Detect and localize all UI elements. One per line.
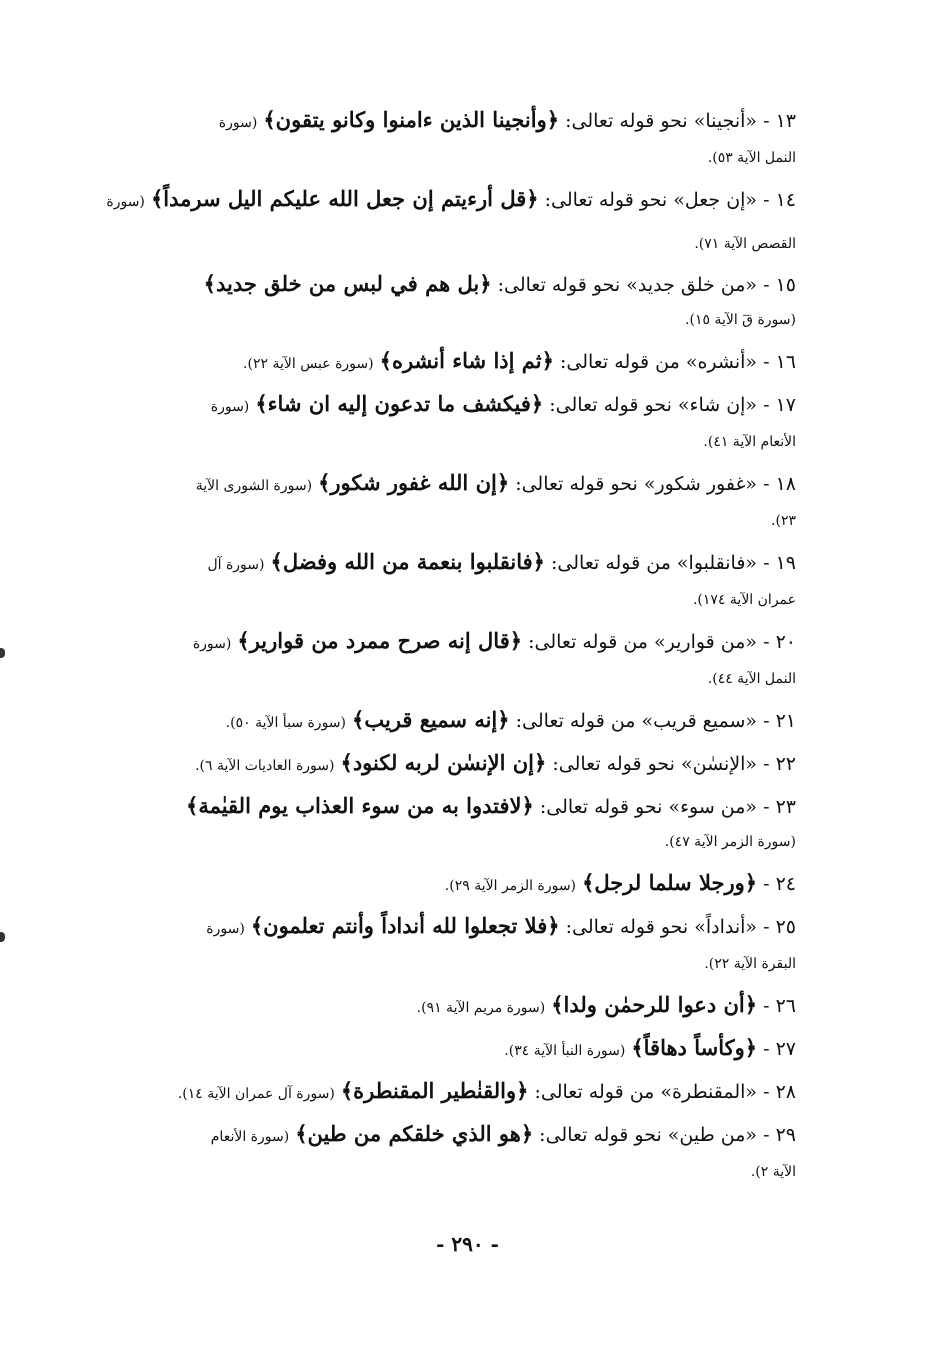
entry-continuation: (سورة قٓ الآية ١٥). [685, 312, 796, 328]
entry-number: ٢٨ [775, 1081, 796, 1103]
entry-item: ١٣ - «أنجينا» نحو قوله تعالى: ﴿وأنجينا الذين ءامنوا وكانو يتقون﴾ (سورة [218, 107, 796, 132]
entry-reference: (سورة الشورى الآية [195, 478, 313, 494]
entry-item: ١٤ - «إن جعل» نحو قوله تعالى: ﴿قل أرءيتم إن جعل الله عليكم اليل سرمداً﴾ (سورة القصص الآية ٧١). [106, 186, 796, 252]
entry-reference: (سورة النبأ الآية ٣٤). [504, 1043, 626, 1059]
entry-reference: (سورة [218, 115, 258, 131]
entry-item: ٢٩ - «من طين» نحو قوله تعالى: ﴿هو الذي خلقكم من طين﴾ (سورة الأنعام [210, 1121, 796, 1146]
entry-reference: (سورة الزمر الآية ٢٩). [444, 878, 577, 894]
entry-label: «من سوء» نحو قوله تعالى: [539, 796, 758, 818]
entry-item: ١٦ - «أنشره» من قوله تعالى: ﴿ثم إذا شاء أنشره﴾ (سورة عبس الآية ٢٢). [243, 348, 796, 373]
entry-number: ١٩ [775, 552, 796, 574]
entry-continuation: (سورة الزمر الآية ٤٧). [664, 834, 796, 850]
entry-verse: ﴿هو الذي خلقكم من طين﴾ [295, 1121, 534, 1146]
entry-verse: ﴿ورجلا سلما لرجل﴾ [582, 870, 758, 895]
entry-number: ١٣ [775, 110, 796, 132]
entry-reference: (سورة [192, 636, 232, 652]
entry-verse: ﴿فانقلبوا بنعمة من الله وفضل﴾ [270, 549, 545, 574]
entry-number: ٢٧ [775, 1038, 796, 1060]
entry-label: «أنداداً» نحو قوله تعالى: [565, 916, 758, 938]
entry-reference: (سورة عبس الآية ٢٢). [243, 356, 374, 372]
scan-edge-mark [0, 932, 5, 942]
entry-verse: ﴿وأنجينا الذين ءامنوا وكانو يتقون﴾ [263, 107, 560, 132]
entry-reference: (سورة القصص الآية ٧١). [106, 194, 796, 252]
entry-number: ٢٥ [775, 916, 796, 938]
entry-continuation: الآية ٢). [750, 1164, 796, 1180]
entry-number: ٢٢ [775, 753, 796, 775]
entry-reference: (سورة سبأ الآية ٥٠). [225, 715, 346, 731]
entry-number: ١٤ [775, 189, 796, 211]
entry-verse: ﴿أن دعوا للرحمٰن ولدا﴾ [551, 992, 758, 1017]
entry-label: «أنشره» من قوله تعالى: [559, 351, 758, 373]
entry-continuation: الأنعام الآية ٤١). [703, 434, 796, 450]
entry-number: ٢٩ [775, 1124, 796, 1146]
entry-item: ٢٨ - «المقنطرة» من قوله تعالى: ﴿والقنٰطير المقنطرة﴾ (سورة آل عمران الآية ١٤). [177, 1078, 796, 1103]
entry-verse: ﴿بل هم في لبس من خلق جديد﴾ [203, 271, 492, 296]
entry-number: ٢٤ [775, 873, 796, 895]
entry-continuation: عمران الآية ١٧٤). [692, 592, 796, 608]
entry-item: ١٩ - «فانقلبوا» من قوله تعالى: ﴿فانقلبوا بنعمة من الله وفضل﴾ (سورة آل [207, 549, 796, 574]
entry-continuation: النمل الآية ٤٤). [707, 671, 796, 687]
entry-verse: ﴿قل أرءيتم إن جعل الله عليكم اليل سرمداً﴾ [150, 186, 539, 211]
scan-edge-mark [0, 648, 5, 658]
entry-number: ٢١ [775, 710, 796, 732]
entry-item: ٢٢ - «الإنسٰن» نحو قوله تعالى: ﴿إن الإنسٰن لربه لكنود﴾ (سورة العاديات الآية ٦). [195, 750, 796, 775]
entry-item: ٢٥ - «أنداداً» نحو قوله تعالى: ﴿فلا تجعلوا لله أنداداً وأنتم تعلمون﴾ (سورة [206, 913, 796, 938]
entry-number: ٢٠ [775, 631, 796, 653]
entry-item: ٢١ - «سميع قريب» من قوله تعالى: ﴿إنه سميع قريب﴾ (سورة سبأ الآية ٥٠). [225, 707, 796, 732]
entry-label: «إن شاء» نحو قوله تعالى: [549, 394, 758, 416]
entry-verse: ﴿فيكشف ما تدعون إليه ان شاء﴾ [255, 391, 544, 416]
entry-label: «من طين» نحو قوله تعالى: [539, 1124, 758, 1146]
entry-item: ١٨ - «غفور شكور» نحو قوله تعالى: ﴿إن الله غفور شكور﴾ (سورة الشورى الآية [195, 470, 796, 495]
entry-number: ١٥ [775, 274, 796, 296]
entry-number: ٢٦ [775, 995, 796, 1017]
entry-item: ١٥ - «من خلق جديد» نحو قوله تعالى: ﴿بل هم في لبس من خلق جديد﴾ [203, 271, 796, 296]
entry-item: ٢٤ - ﴿ورجلا سلما لرجل﴾ (سورة الزمر الآية ٢٩). [444, 870, 796, 895]
entry-label: «سميع قريب» من قوله تعالى: [515, 710, 758, 732]
entry-reference: (سورة [206, 921, 245, 937]
entry-reference: (سورة العاديات الآية ٦). [195, 758, 335, 774]
entry-reference: (سورة [210, 399, 250, 415]
entry-reference: (سورة آل عمران الآية ١٤). [177, 1086, 335, 1102]
entry-number: ١٧ [775, 394, 796, 416]
entry-item: ٢٠ - «من قوارير» من قوله تعالى: ﴿قال إنه صرح ممرد من قوارير﴾ (سورة [192, 628, 796, 653]
entry-continuation: ٢٣). [771, 513, 796, 529]
entry-label: «من خلق جديد» نحو قوله تعالى: [497, 274, 758, 296]
entry-verse: ﴿لافتدوا به من سوء العذاب يوم القيٰمة﴾ [186, 793, 534, 818]
entry-label: «المقنطرة» من قوله تعالى: [534, 1081, 758, 1103]
entry-reference: (سورة آل [207, 557, 265, 573]
entry-continuation: النمل الآية ٥٣). [707, 150, 796, 166]
entry-verse: ﴿إن الله غفور شكور﴾ [318, 470, 510, 495]
entry-item: ٢٣ - «من سوء» نحو قوله تعالى: ﴿لافتدوا به من سوء العذاب يوم القيٰمة﴾ [186, 793, 796, 818]
document-body [96, 100, 796, 1193]
entry-reference: (سورة الأنعام [210, 1129, 290, 1145]
page-number: - ٢٩٠ - [436, 1232, 499, 1256]
entry-continuation: البقرة الآية ٢٢). [704, 956, 796, 972]
entry-number: ١٨ [775, 473, 796, 495]
entry-label: «الإنسٰن» نحو قوله تعالى: [552, 753, 758, 775]
entry-item: ١٧ - «إن شاء» نحو قوله تعالى: ﴿فيكشف ما تدعون إليه ان شاء﴾ (سورة [210, 391, 796, 416]
entry-verse: ﴿فلا تجعلوا لله أنداداً وأنتم تعلمون﴾ [250, 913, 560, 938]
entry-number: ١٦ [775, 351, 796, 373]
entry-label: «أنجينا» نحو قوله تعالى: [565, 110, 758, 132]
entry-verse: ﴿قال إنه صرح ممرد من قوارير﴾ [237, 628, 523, 653]
entry-label: «إن جعل» نحو قوله تعالى: [544, 189, 758, 211]
entry-verse: ﴿والقنٰطير المقنطرة﴾ [340, 1078, 529, 1103]
entry-label: «من قوارير» من قوله تعالى: [528, 631, 758, 653]
entry-verse: ﴿ثم إذا شاء أنشره﴾ [379, 348, 554, 373]
entry-verse: ﴿وكأساً دهاقاً﴾ [631, 1035, 758, 1060]
entry-item: ٢٦ - ﴿أن دعوا للرحمٰن ولدا﴾ (سورة مريم الآية ٩١). [416, 992, 796, 1017]
entry-verse: ﴿إنه سميع قريب﴾ [352, 707, 510, 732]
entry-verse: ﴿إن الإنسٰن لربه لكنود﴾ [340, 750, 547, 775]
entry-number: ٢٣ [775, 796, 796, 818]
entry-label: «فانقلبوا» من قوله تعالى: [551, 552, 758, 574]
entry-item: ٢٧ - ﴿وكأساً دهاقاً﴾ (سورة النبأ الآية ٣٤). [504, 1035, 796, 1060]
entry-label: «غفور شكور» نحو قوله تعالى: [515, 473, 758, 495]
entry-reference: (سورة مريم الآية ٩١). [416, 1000, 546, 1016]
